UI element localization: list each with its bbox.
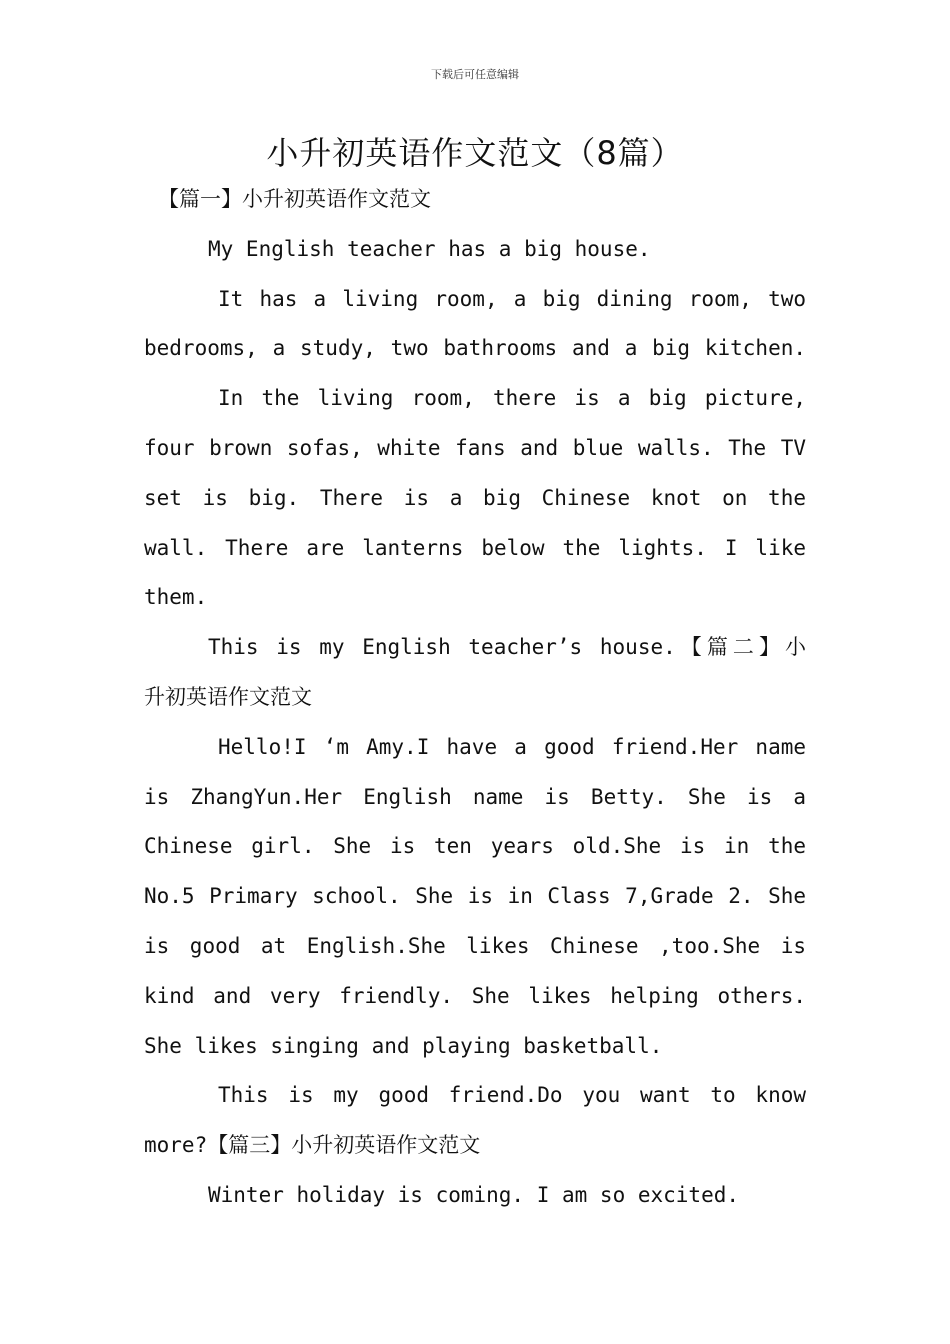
paragraph-line: wall. There are lanterns below the lights. I like [144, 535, 806, 560]
paragraph-line: Chinese girl. She is ten years old.She is in the [144, 834, 806, 859]
paragraph-line: She likes singing and playing basketball. [144, 1033, 663, 1058]
paragraph-line: them. [144, 585, 208, 610]
paragraph-line-with-heading-3: more?【篇三】小升初英语作文范文 [144, 1133, 481, 1158]
document-title: 小升初英语作文范文（8篇） [266, 134, 684, 172]
paragraph-line: set is big. There is a big Chinese knot on the [144, 485, 806, 510]
paragraph-line: Winter holiday is coming. I am so excited. [208, 1182, 740, 1207]
paragraph-line: is ZhangYun.Her English name is Betty. She is a [144, 784, 806, 809]
paragraph-line: In the living room, there is a big picture, [218, 386, 806, 411]
page-header-note: 下载后可任意编辑 [431, 68, 519, 81]
paragraph-line: four brown sofas, white fans and blue walls. The TV [144, 435, 806, 460]
paragraph-line: No.5 Primary school. She is in Class 7,Grade 2. She [144, 884, 806, 909]
paragraph-line: It has a living room, a big dining room, two [218, 286, 806, 311]
paragraph-line: bedrooms, a study, two bathrooms and a big kitchen. [144, 336, 806, 361]
paragraph-line: is good at English.She likes Chinese ,too.She is [144, 933, 806, 958]
paragraph-line: This is my good friend.Do you want to know [218, 1083, 806, 1108]
paragraph-line: My English teacher has a big house. [208, 236, 651, 261]
section-heading-1: 【篇一】小升初英语作文范文 [158, 187, 431, 211]
document-body [144, 175, 806, 1221]
paragraph-line: Hello!I ‘m Amy.I have a good friend.Her name [218, 734, 806, 759]
paragraph-line: This is my English teacher’s house.【篇二】小 [208, 635, 806, 660]
paragraph-line: kind and very friendly. She likes helping others. [144, 983, 806, 1008]
section-heading-2-continued: 升初英语作文范文 [144, 684, 312, 709]
